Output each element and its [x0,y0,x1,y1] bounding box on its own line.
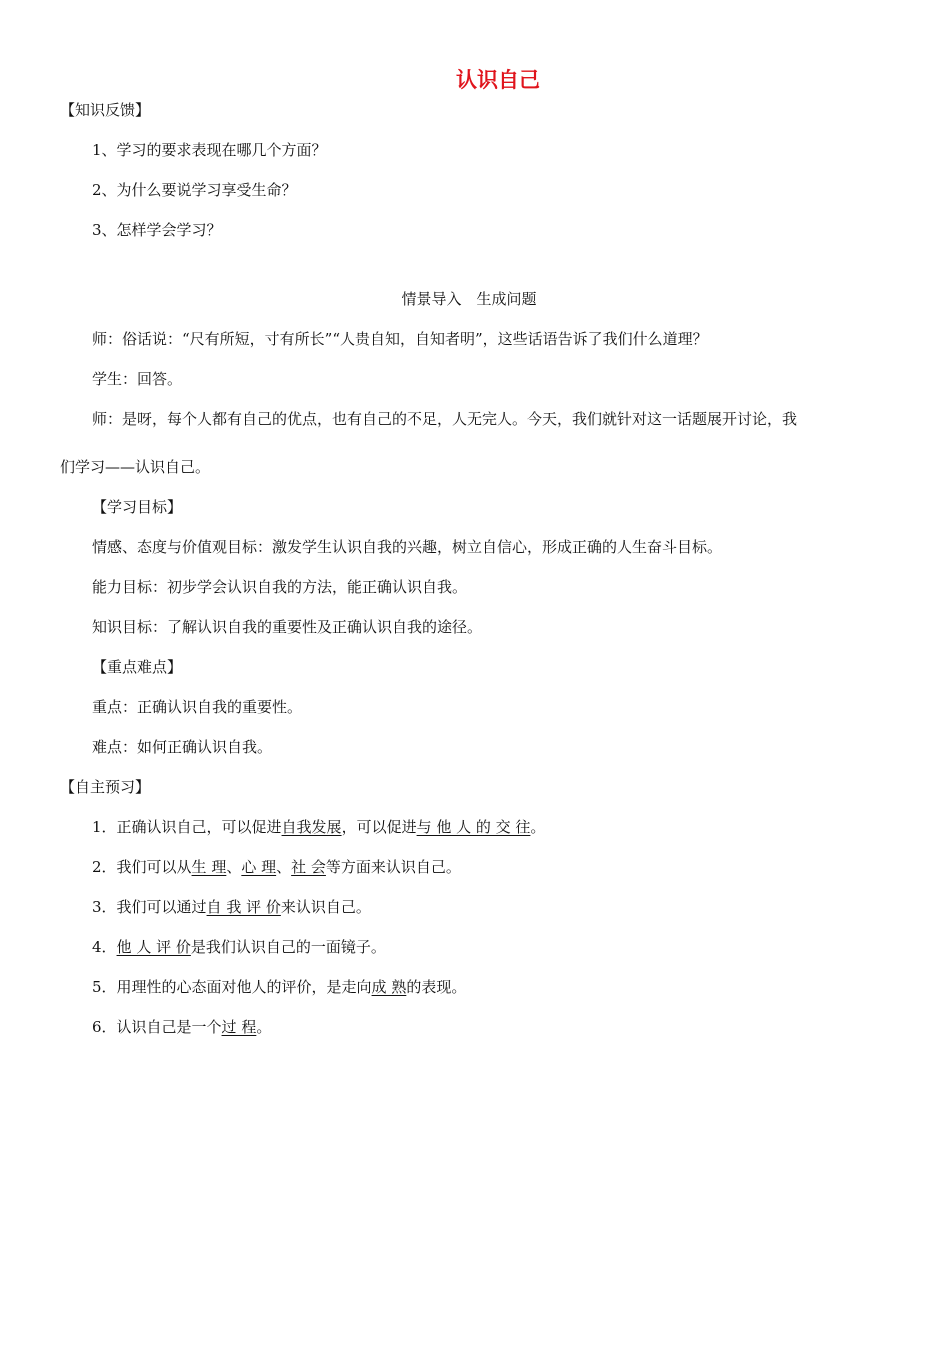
answer-blank: 社 会 [291,858,326,876]
answer-blank: 生 理 [191,858,227,876]
answer-blank: 成 熟 [371,978,407,996]
preview-question: 1．正确认识自己，可以促进自我发展，可以促进与 他 人 的 交 往。 [92,818,546,836]
goal-item: 能力目标：初步学会认识自我的方法，能正确认识自我。 [92,578,468,596]
answer-blank: 过 程 [221,1018,257,1036]
answer-blank: 自我发展 [281,818,342,836]
feedback-heading: 【知识反馈】 [60,101,151,119]
preview-heading: 【自主预习】 [60,778,151,796]
preview-question: 6．认识自己是一个过 程。 [92,1018,272,1036]
intro-paragraph: 师：是呀，每个人都有自己的优点，也有自己的不足，人无完人。今天，我们就针对这一话题展开讨论，我 [92,410,798,428]
feedback-item: 1、学习的要求表现在哪几个方面？ [92,141,327,159]
answer-blank: 他 人 评 价 [116,938,191,956]
intro-paragraph: 学生：回答。 [92,370,183,388]
preview-question: 2．我们可以从生 理、心 理、社 会等方面来认识自己。 [92,858,461,876]
preview-question: 3．我们可以通过自 我 评 价来认识自己。 [92,898,371,916]
keypoints-heading: 【重点难点】 [92,658,183,676]
feedback-item: 2、为什么要说学习享受生命？ [92,181,297,199]
answer-blank: 心 理 [241,858,277,876]
keypoint-item: 重点：正确认识自我的重要性。 [92,698,303,716]
preview-question: 4．他 人 评 价是我们认识自己的一面镜子。 [92,938,386,956]
feedback-item: 3、怎样学会学习？ [92,221,222,239]
intro-paragraph: 师：俗话说：“尺有所短，寸有所长”“人贵自知，自知者明”，这些话语告诉了我们什么道理？ [92,330,708,348]
goal-item: 情感、态度与价值观目标：激发学生认识自我的兴趣，树立自信心，形成正确的人生奋斗目标。 [92,538,723,556]
keypoint-item: 难点：如何正确认识自我。 [92,738,273,756]
goal-item: 知识目标：了解认识自我的重要性及正确认识自我的途径。 [92,618,483,636]
answer-blank: 与 他 人 的 交 往 [416,818,531,836]
preview-question: 5．用理性的心态面对他人的评价，是走向成 熟的表现。 [92,978,467,996]
page-title: 认识自己 [456,68,540,92]
intro-heading: 情景导入 生成问题 [401,290,537,308]
answer-blank: 自 我 评 价 [206,898,281,916]
intro-paragraph-continued: 们学习——认识自己。 [60,458,211,476]
goals-heading: 【学习目标】 [92,498,183,516]
